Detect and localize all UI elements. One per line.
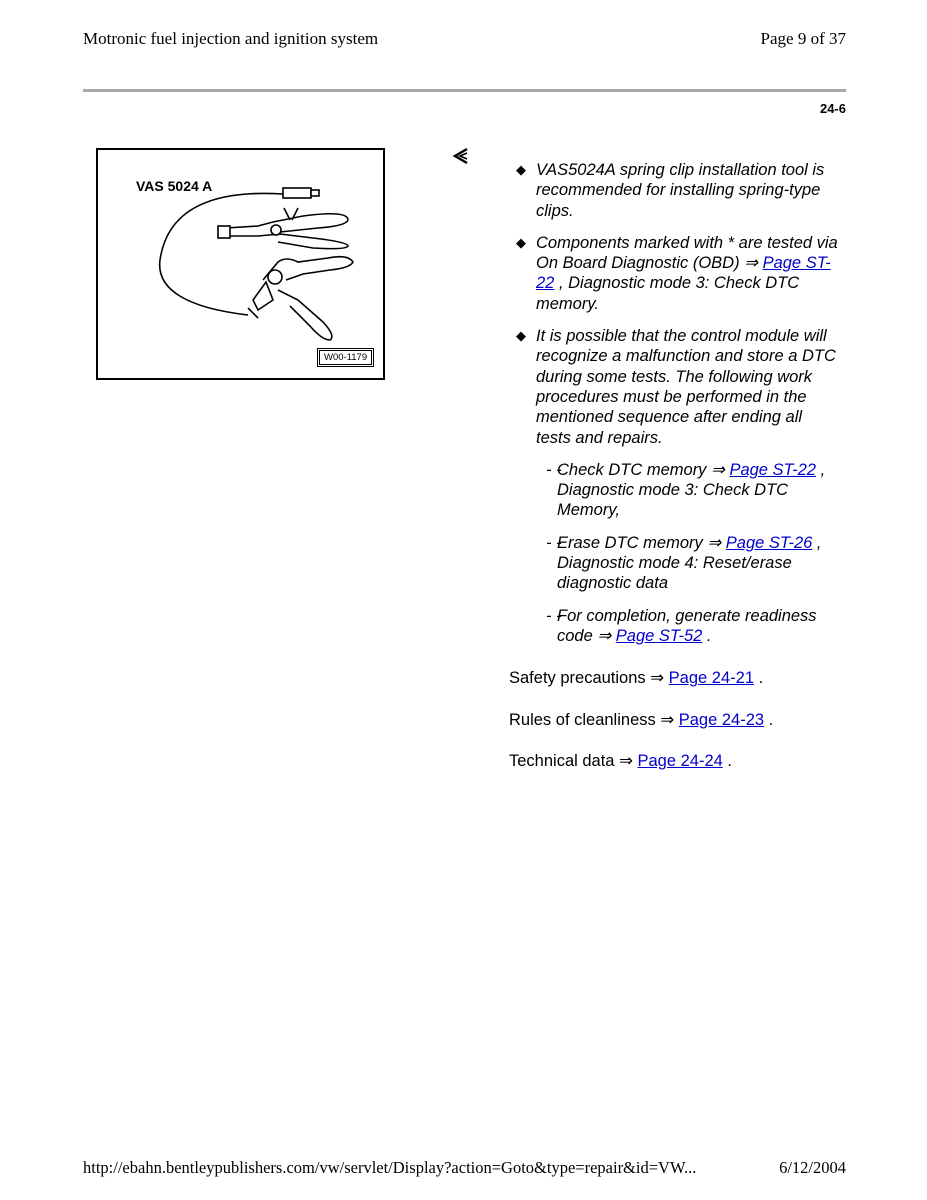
sub-item bbox=[509, 460, 839, 521]
sub-item-dash: - - bbox=[546, 533, 562, 552]
sub-item-text: Erase DTC memory ⇒ bbox=[557, 533, 726, 552]
bullet-item bbox=[509, 233, 839, 314]
pointer-arrow-icon bbox=[451, 146, 471, 166]
footer-url: http://ebahn.bentleypublishers.com/vw/servlet/Display?action=Goto&type=repair&id=VW... bbox=[83, 1158, 697, 1177]
section-page-number: 24-6 bbox=[819, 101, 846, 116]
sub-item-suffix: . bbox=[702, 626, 712, 645]
reference-suffix: . bbox=[722, 751, 732, 770]
header-title: Motronic fuel injection and ignition system bbox=[83, 29, 379, 48]
bullet-item bbox=[509, 160, 839, 221]
figure-code: W00-1179 bbox=[319, 350, 372, 365]
sub-item-text: Check DTC memory ⇒ bbox=[557, 460, 730, 479]
sub-item-suffix: , Diagnostic mode 4: Reset/erase diagnostic data bbox=[557, 533, 822, 593]
reference-line bbox=[509, 751, 839, 771]
link-page-24-24[interactable]: Page 24-24 bbox=[637, 751, 723, 770]
link-page-st-26[interactable]: Page ST-26 bbox=[725, 533, 813, 552]
link-page-st-22[interactable]: Page ST-22 bbox=[536, 254, 831, 293]
reference-line bbox=[509, 710, 839, 730]
sub-item bbox=[509, 606, 839, 647]
reference-label: Rules of cleanliness ⇒ bbox=[509, 710, 679, 729]
link-page-24-23[interactable]: Page 24-23 bbox=[678, 710, 765, 729]
tool-illustration bbox=[96, 148, 385, 380]
bullet-text: VAS5024A spring clip installation tool is recommended for installing spring-type clips. bbox=[536, 161, 825, 220]
link-page-st-52[interactable]: Page ST-52 bbox=[615, 626, 703, 645]
link-page-st-22[interactable]: Page ST-22 bbox=[729, 460, 816, 479]
reference-suffix: . bbox=[754, 669, 764, 688]
header-divider bbox=[83, 89, 846, 92]
sub-item-dash: - - bbox=[546, 606, 562, 625]
bullet-text: Components marked with * are tested via On Board Diagnostic (OBD) ⇒ bbox=[536, 233, 838, 273]
content-column bbox=[509, 160, 839, 792]
footer-date: 6/12/2004 bbox=[779, 1158, 846, 1177]
bullet-text-suffix: , Diagnostic mode 3: Check DTC memory. bbox=[536, 274, 800, 313]
sub-item-dash: - - bbox=[546, 460, 562, 479]
figure-title: VAS 5024 A bbox=[136, 178, 213, 194]
header-page-count: Page 9 of 37 bbox=[760, 29, 846, 48]
bullet-item bbox=[509, 326, 839, 448]
reference-label: Technical data ⇒ bbox=[509, 751, 638, 770]
reference-label: Safety precautions ⇒ bbox=[509, 669, 669, 688]
link-page-24-21[interactable]: Page 24-21 bbox=[668, 669, 754, 688]
reference-line bbox=[509, 668, 839, 688]
sub-item-text: For completion, generate readiness code ⇒ bbox=[557, 606, 817, 645]
bullet-text: It is possible that the control module will recognize a malfunction and store a DTC during some tests. The following work procedures must be performed in the mentioned sequence after ending all tests and repairs. bbox=[536, 327, 836, 447]
diamond-bullet-icon: ◆ bbox=[516, 328, 526, 344]
sub-item bbox=[509, 533, 839, 594]
reference-suffix: . bbox=[764, 710, 774, 729]
diamond-bullet-icon: ◆ bbox=[516, 162, 526, 177]
diamond-bullet-icon: ◆ bbox=[516, 234, 526, 250]
sub-item-suffix: , Diagnostic mode 3: Check DTC Memory, bbox=[557, 460, 826, 520]
